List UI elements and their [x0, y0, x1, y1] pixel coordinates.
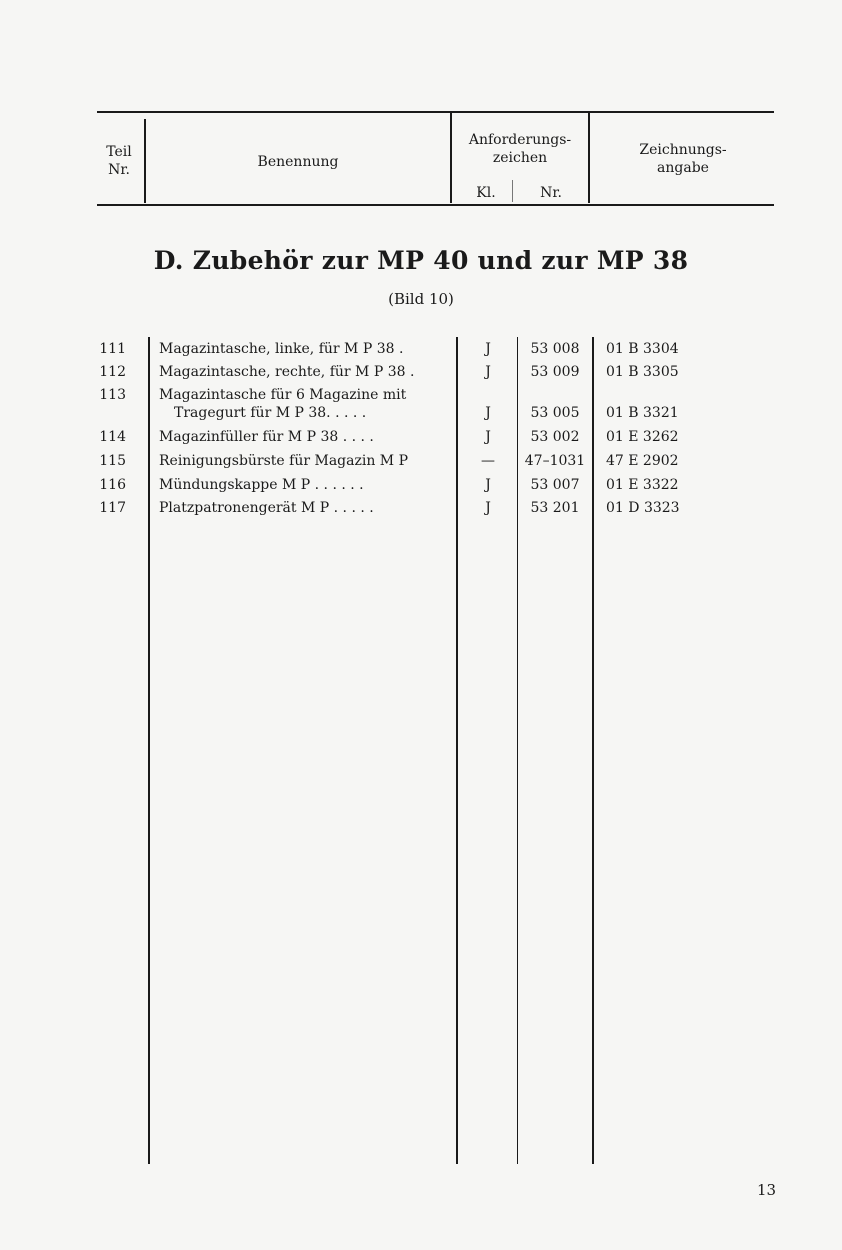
- header-zg-line1: Zeichnungs-: [639, 142, 727, 158]
- body-divider-3: [517, 337, 518, 1164]
- row-kl: J: [485, 341, 491, 357]
- row-nr: 113: [99, 387, 126, 403]
- row-benennung: Magazintasche, rechte, für M P 38 .: [159, 364, 415, 380]
- row-anf-nr: 47–1031: [524, 453, 586, 469]
- header-top-rule: [97, 111, 774, 113]
- page-number: 13: [757, 1181, 777, 1199]
- body-divider-4: [592, 337, 594, 1164]
- row-benennung: Platzpatronengerät M P . . . . .: [159, 500, 374, 516]
- row-benennung: Magazintasche für 6 Magazine mit: [159, 387, 407, 403]
- header-teil-line2: Nr.: [108, 162, 130, 178]
- row-zeichnung: 01 B 3304: [606, 341, 679, 357]
- row-benennung: Magazintasche, linke, für M P 38 .: [159, 341, 404, 357]
- header-zeichnungsangabe: [592, 141, 774, 177]
- row-zeichnung: 01 B 3305: [606, 364, 679, 380]
- header-kl: Kl.: [476, 185, 496, 201]
- row-nr: 112: [99, 364, 126, 380]
- row-benennung: Mündungskappe M P . . . . . .: [159, 477, 364, 493]
- header-teil-nr: [96, 143, 142, 179]
- row-zeichnung: 01 E 3322: [606, 477, 679, 493]
- header-anforderungszeichen: [452, 131, 588, 167]
- row-anf-nr: 53 002: [530, 429, 580, 445]
- header-teil-line1: Teil: [106, 144, 132, 160]
- row-nr: 117: [99, 500, 126, 516]
- row-kl: J: [485, 500, 491, 516]
- header-bottom-rule: [97, 204, 774, 206]
- header-zg-line2: angabe: [657, 160, 709, 176]
- row-anf-nr: 53 005: [530, 405, 580, 421]
- row-nr: 115: [99, 453, 126, 469]
- row-kl: J: [485, 405, 491, 421]
- header-kl-nr-divider: [512, 180, 513, 202]
- header-anf-line1: Anforderungs-: [468, 132, 572, 148]
- row-anf-nr: 53 008: [530, 341, 580, 357]
- row-benennung: Tragegurt für M P 38. . . . .: [174, 405, 367, 421]
- row-kl: J: [485, 477, 491, 493]
- header-anf-line2: zeichen: [492, 150, 548, 166]
- header-divider-3: [588, 113, 590, 203]
- section-title: D. Zubehör zur MP 40 und zur MP 38: [153, 246, 689, 275]
- body-divider-1: [148, 337, 150, 1164]
- row-benennung: Magazinfüller für M P 38 . . . .: [159, 429, 374, 445]
- row-benennung: Reinigungsbürste für Magazin M P: [159, 453, 409, 469]
- row-nr: 114: [99, 429, 126, 445]
- row-zeichnung: 01 D 3323: [606, 500, 680, 516]
- row-nr: 116: [99, 477, 126, 493]
- row-zeichnung: 01 E 3262: [606, 429, 679, 445]
- section-subtitle: (Bild 10): [388, 290, 454, 308]
- row-anf-nr: 53 009: [530, 364, 580, 380]
- row-nr: 111: [99, 341, 126, 357]
- row-zeichnung: 01 B 3321: [606, 405, 679, 421]
- body-divider-2: [456, 337, 458, 1164]
- header-nr: Nr.: [540, 185, 562, 201]
- row-anf-nr: 53 007: [530, 477, 580, 493]
- row-kl: —: [481, 453, 495, 469]
- row-kl: J: [485, 429, 491, 445]
- header-benennung: Benennung: [257, 154, 339, 170]
- row-anf-nr: 53 201: [530, 500, 580, 516]
- row-kl: J: [485, 364, 491, 380]
- row-zeichnung: 47 E 2902: [606, 453, 679, 469]
